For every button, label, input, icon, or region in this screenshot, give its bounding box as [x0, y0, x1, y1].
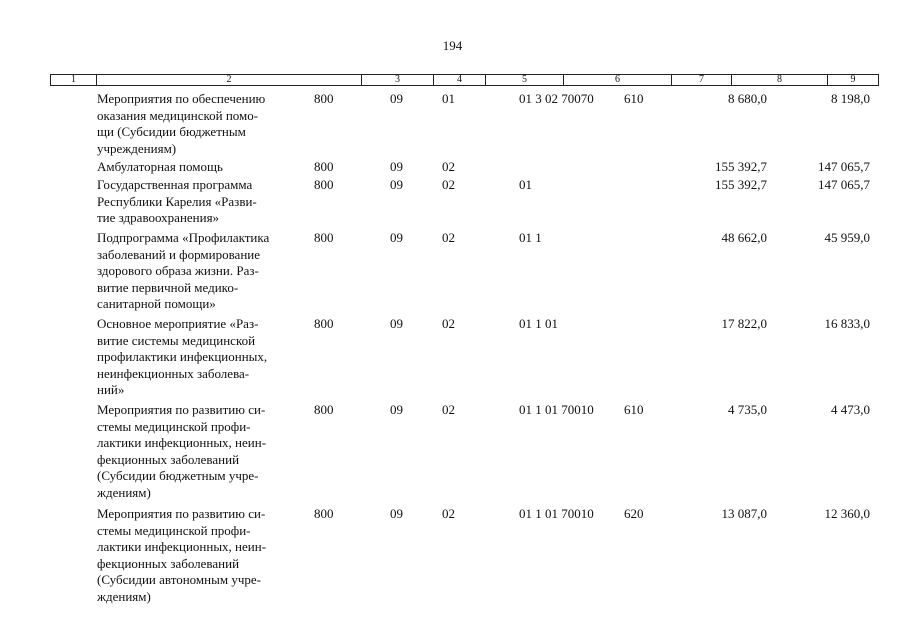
subsection-code: 02: [442, 177, 455, 192]
row-name: [97, 316, 307, 399]
subsection-code: 02: [442, 402, 455, 417]
target-article-code: 01 1: [519, 230, 542, 245]
target-article-code: 01 1 01: [519, 316, 558, 331]
section-code: 09: [390, 402, 403, 417]
amount-executed: 8 198,0: [831, 91, 870, 106]
amount-approved: 4 735,0: [728, 402, 767, 417]
subsection-code: 02: [442, 159, 455, 174]
header-col-7: 7: [671, 75, 731, 85]
section-code: 09: [390, 230, 403, 245]
amount-approved: 155 392,7: [715, 177, 767, 192]
row-name: [97, 91, 307, 157]
admin-code: 800: [314, 177, 334, 192]
header-col-1: 1: [71, 74, 76, 85]
header-col-8: 8: [731, 75, 827, 85]
subsection-code: 02: [442, 230, 455, 245]
name-line: профилактики инфекционных,: [97, 349, 268, 364]
section-code: 09: [390, 91, 403, 106]
subsection-code: 02: [442, 506, 455, 521]
admin-code: 800: [314, 230, 334, 245]
section-code: 09: [390, 177, 403, 192]
name-line: лактики инфекционных, неин-: [97, 539, 267, 554]
amount-executed: 147 065,7: [818, 177, 870, 192]
expense-type-code: 610: [624, 402, 644, 417]
name-line: ждениям): [97, 588, 151, 604]
section-code: 09: [390, 506, 403, 521]
name-line: Основное мероприятие «Раз-: [97, 316, 259, 331]
header-col-4: 4: [433, 75, 485, 85]
name-line: (Субсидии автономным учре-: [97, 572, 261, 587]
row-name: [97, 402, 307, 501]
name-line: учреждениям): [97, 140, 177, 156]
name-line: (Субсидии бюджетным учре-: [97, 468, 259, 483]
section-code: 09: [390, 316, 403, 331]
subsection-code: 02: [442, 316, 455, 331]
amount-approved: 155 392,7: [715, 159, 767, 174]
name-line: Государственная программа: [97, 177, 253, 192]
admin-code: 800: [314, 316, 334, 331]
amount-executed: 45 959,0: [824, 230, 870, 245]
target-article-code: 01 3 02 70070: [519, 91, 594, 106]
name-line: Республики Карелия «Разви-: [97, 193, 257, 209]
admin-code: 800: [314, 506, 334, 521]
target-article-code: 01 1 01 70010: [519, 402, 594, 417]
name-line: тие здравоохранения»: [97, 210, 220, 225]
header-col-6: 6: [563, 75, 671, 85]
amount-executed: 16 833,0: [824, 316, 870, 331]
name-line: здорового образа жизни. Раз-: [97, 263, 259, 278]
page-number: 194: [442, 38, 463, 53]
name-line: витие первичной медико-: [97, 279, 239, 295]
amount-approved: 17 822,0: [721, 316, 767, 331]
name-line: оказания медицинской помо-: [97, 107, 259, 123]
amount-approved: 8 680,0: [728, 91, 767, 106]
name-line: Подпрограмма «Профилактика: [97, 230, 270, 245]
name-line: стемы медицинской профи-: [97, 418, 251, 434]
name-line: фекционных заболеваний: [97, 555, 240, 571]
amount-executed: 12 360,0: [824, 506, 870, 521]
admin-code: 800: [314, 91, 334, 106]
name-line: Мероприятия по развитию си-: [97, 402, 266, 417]
amount-executed: 4 473,0: [831, 402, 870, 417]
row-name: [97, 506, 307, 605]
row-name: [97, 177, 307, 227]
name-line: Амбулаторная помощь: [97, 159, 223, 174]
expense-type-code: 610: [624, 91, 644, 106]
header-col-5: 5: [485, 75, 563, 85]
header-col-2: 2: [96, 75, 361, 85]
target-article-code: 01: [519, 177, 532, 192]
section-code: 09: [390, 159, 403, 174]
name-line: неинфекционных заболева-: [97, 365, 250, 381]
name-line: лактики инфекционных, неин-: [97, 435, 267, 450]
amount-approved: 13 087,0: [721, 506, 767, 521]
name-line: заболеваний и формирование: [97, 246, 261, 262]
name-line: санитарной помощи»: [97, 296, 216, 311]
target-article-code: 01 1 01 70010: [519, 506, 594, 521]
expense-type-code: 620: [624, 506, 644, 521]
name-line: щи (Субсидии бюджетным: [97, 124, 246, 139]
admin-code: 800: [314, 159, 334, 174]
amount-executed: 147 065,7: [818, 159, 870, 174]
name-line: витие системы медицинской: [97, 332, 256, 348]
name-line: ждениям): [97, 484, 151, 500]
amount-approved: 48 662,0: [721, 230, 767, 245]
table-header: [50, 74, 879, 86]
name-line: стемы медицинской профи-: [97, 522, 251, 538]
header-col-9: 9: [827, 75, 878, 85]
row-name: [97, 159, 307, 176]
admin-code: 800: [314, 402, 334, 417]
name-line: Мероприятия по развитию си-: [97, 506, 266, 521]
header-col-3: 3: [361, 75, 433, 85]
row-name: [97, 230, 307, 313]
name-line: фекционных заболеваний: [97, 451, 240, 467]
subsection-code: 01: [442, 91, 455, 106]
name-line: ний»: [97, 382, 125, 397]
name-line: Мероприятия по обеспечению: [97, 91, 266, 106]
